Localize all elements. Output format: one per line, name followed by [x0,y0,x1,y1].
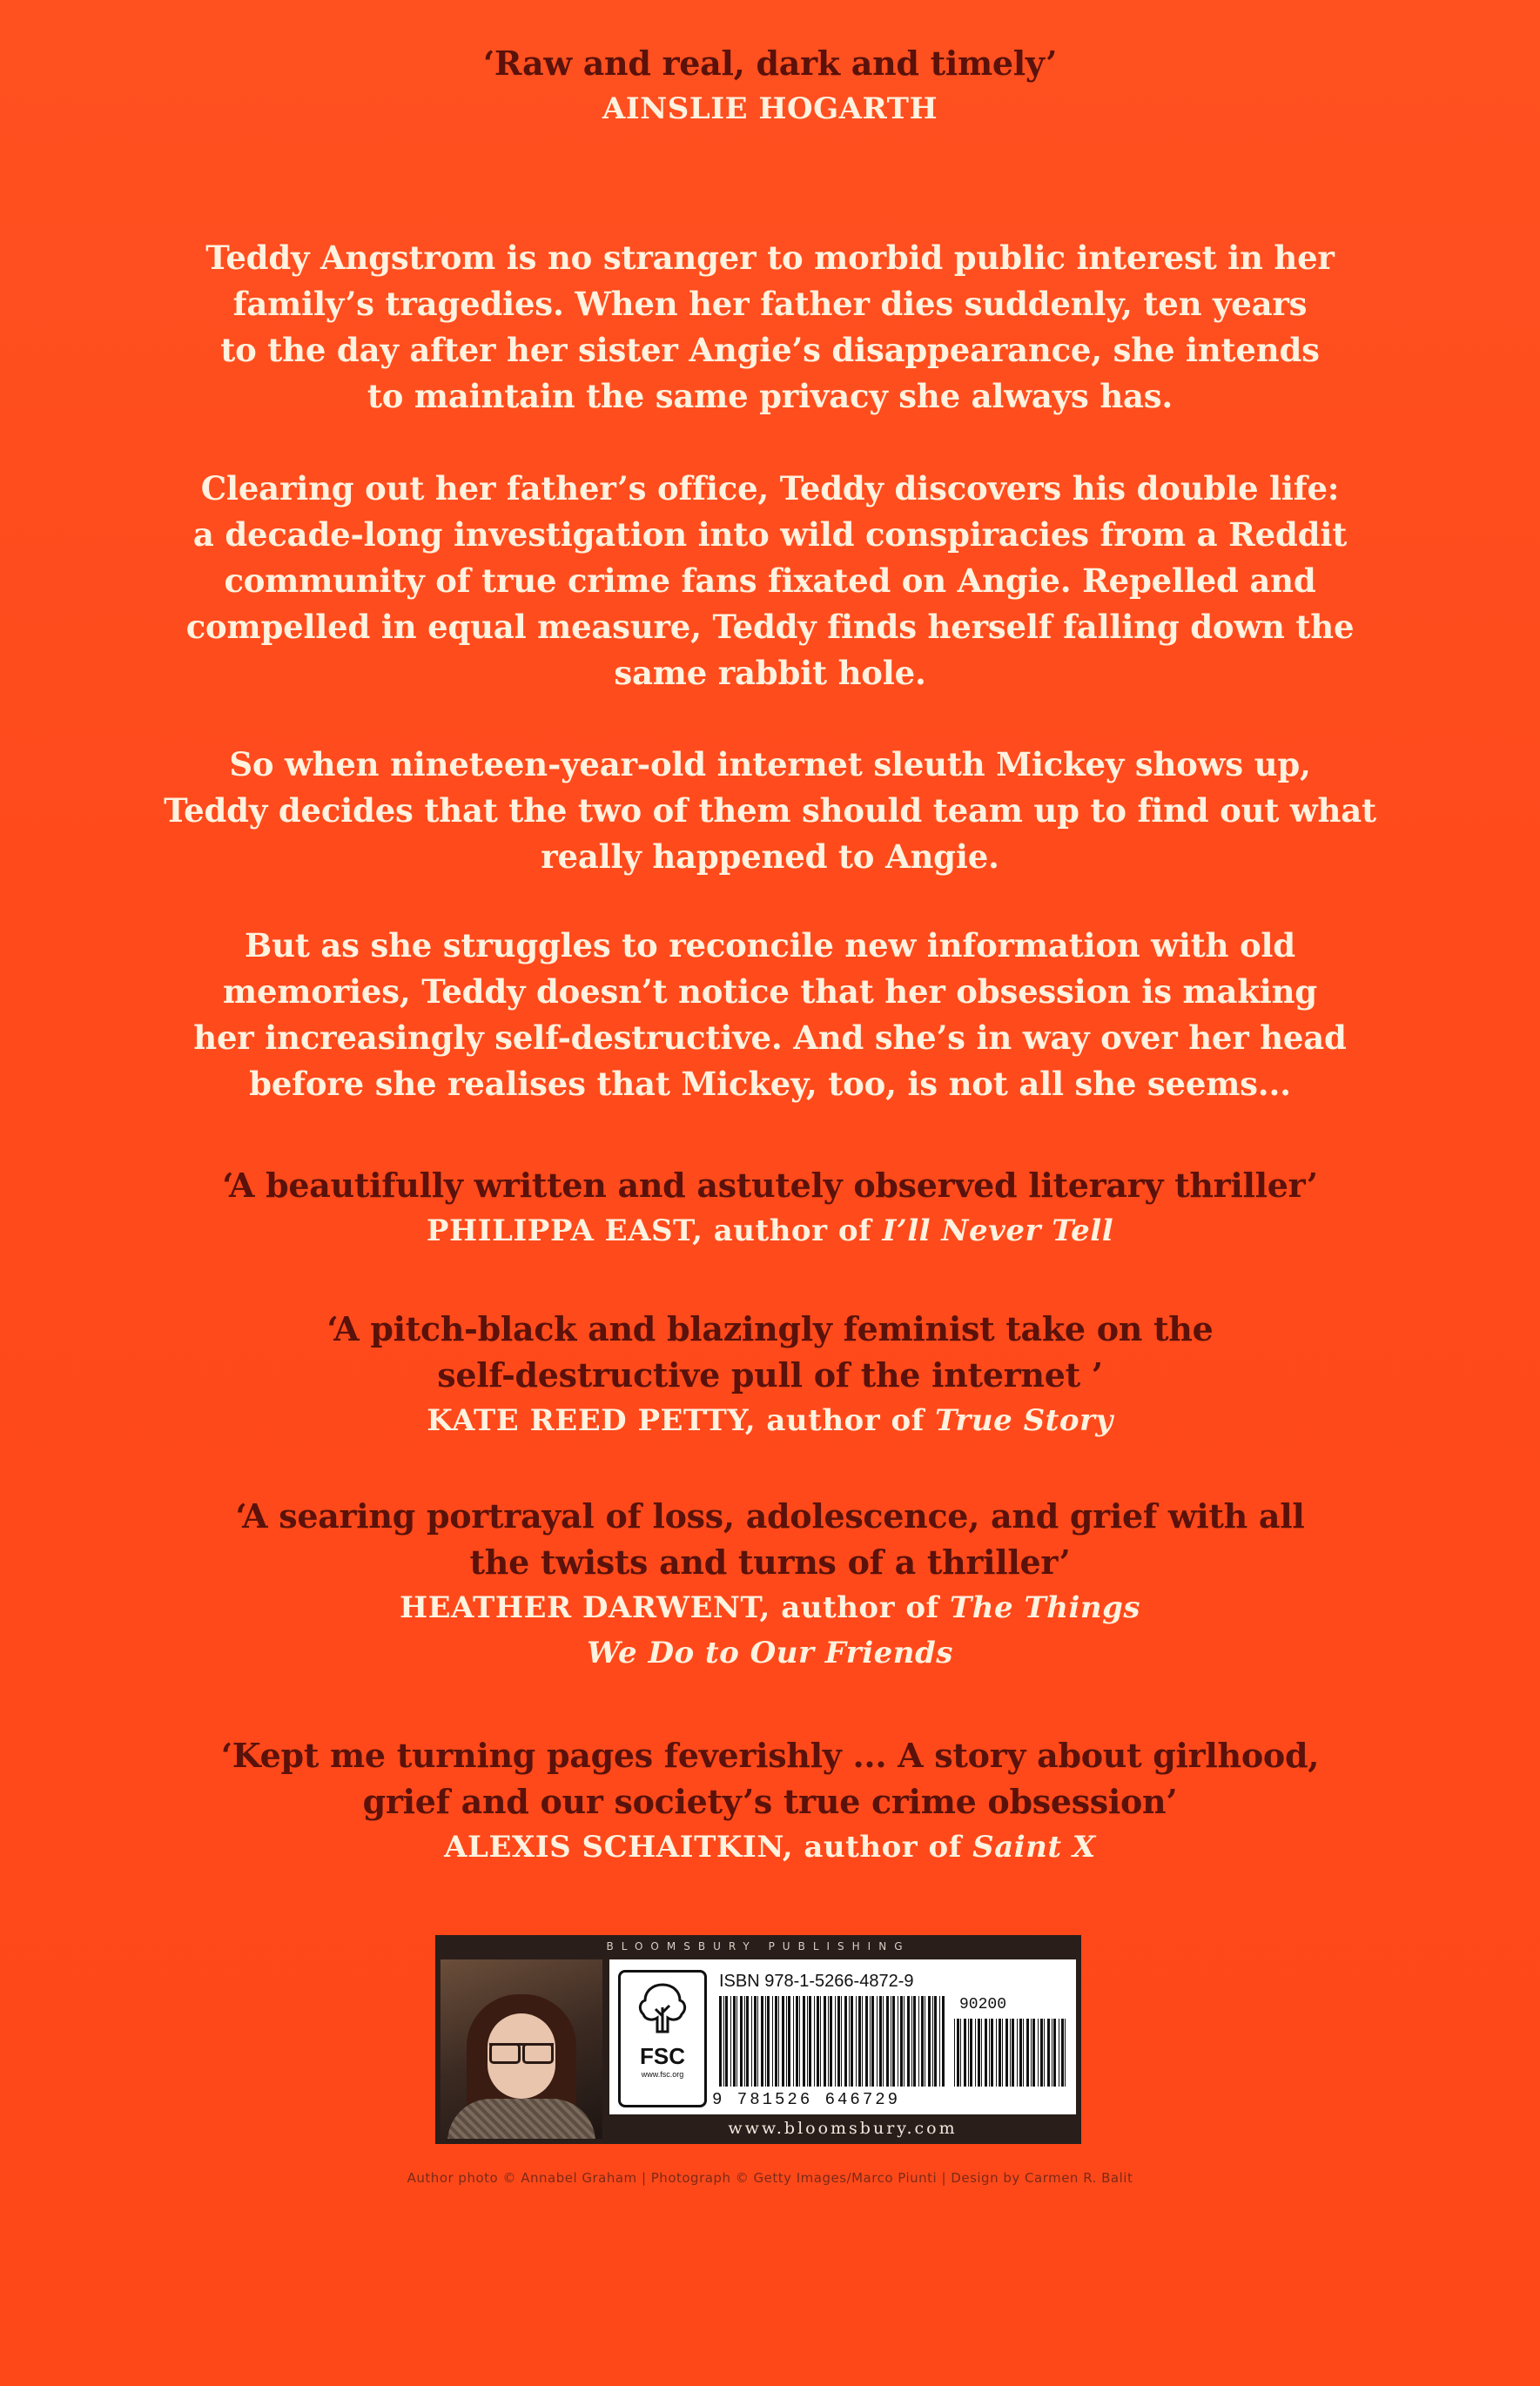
barcode-bar [814,1996,815,2087]
barcode-bar [981,2019,982,2087]
photo-jacket [447,2099,595,2139]
barcode-bar [921,1996,924,2087]
barcode-bar [841,1996,842,2087]
publisher-website[interactable]: www.bloomsbury.com [728,2119,958,2138]
quote-darwent [0,1493,1540,1676]
barcode-bar [1012,2019,1014,2087]
barcode-bar [928,1996,931,2087]
barcode-bar [719,1996,722,2087]
quote-hogarth [0,40,1540,131]
barcode-bar [796,1996,798,2087]
fsc-logo [618,1970,707,2107]
barcode-bar [1019,2019,1022,2087]
barcode-bar [991,2019,993,2087]
barcode-bar [746,1996,749,2087]
publisher-panel [435,1935,1081,2144]
barcode-bar [809,1996,811,2087]
barcode-bar [918,1996,919,2087]
barcode-bar [767,1996,770,2087]
barcode-bar [820,1996,821,2087]
price-code: 90200 [959,1996,1007,2013]
barcode-bar [942,1996,945,2087]
barcode-bar [775,1996,777,2087]
quote-petty [0,1306,1540,1443]
barcode-bar [1065,2019,1066,2087]
barcode-bar [736,1996,737,2087]
barcode-bar [1002,2019,1003,2087]
barcode-bar [1005,2019,1008,2087]
book-title: Saint X [972,1830,1096,1865]
barcode-bar [765,1996,766,2087]
barcode-bar [886,1996,889,2087]
quote-text: ‘A pitch-black and blazingly feminist take on the [326,1309,1214,1348]
barcode-bar [954,2019,955,2087]
barcode-bar [865,1996,868,2087]
barcode-bar [877,1996,878,2087]
barcode-bar [964,2019,966,2087]
quote-text: grief and our society’s true crime obsession’ [362,1782,1178,1821]
barcode-bar [1061,2019,1064,2087]
quote-text: ‘A beautifully written and astutely observed literary thriller’ [222,1166,1318,1205]
blurb-line: community of true crime fans fixated on Angie. Repelled and [224,561,1316,600]
book-title: True Story [935,1403,1113,1438]
barcode-bar [733,1996,736,2087]
quote-schaitkin [0,1732,1540,1870]
barcode-bar [856,1996,857,2087]
barcode-bar [782,1996,784,2087]
quote-author [0,1208,1540,1253]
barcode-bar [939,1996,940,2087]
fsc-url: www.fsc.org [641,2070,684,2079]
barcode-bar [740,1996,743,2087]
barcode-bar [761,1996,763,2087]
barcode-bar [1038,2019,1039,2087]
barcode-bar [862,1996,863,2087]
barcode-bar [996,2019,997,2087]
barcode-bar [851,1996,853,2087]
barcode-bar [786,1996,787,2087]
photo-glasses [489,2043,554,2063]
quote-text: ‘A searing portrayal of loss, adolescence, and grief with all [235,1496,1305,1536]
ean-number: 9 781526 646729 [712,2090,901,2109]
barcode-bar [837,1996,840,2087]
blurb-paragraph-2 [0,466,1540,696]
barcode-bar [807,1996,808,2087]
blurb-line: Teddy decides that the two of them should team up to find out what [164,791,1376,830]
blurb-paragraph-1 [0,235,1540,420]
barcode-bar [968,2019,969,2087]
barcode-bar [1026,2019,1029,2087]
barcode-bar [1053,2019,1056,2087]
barcode-bar [1017,2019,1018,2087]
barcode-bar [830,1996,832,2087]
blurb-line: Teddy Angstrom is no stranger to morbid public interest in her [205,239,1335,277]
barcode-bar [957,2019,959,2087]
barcode-bar [803,1996,805,2087]
cover-credits: Author photo © Annabel Graham | Photograph © Getty Images/Marco Piunti | Design by Carmen R. Balit [407,2170,1133,2186]
barcode-bar [913,1996,916,2087]
barcode-main [719,1996,945,2087]
blurb-line: to the day after her sister Angie’s disappearance, she intends [220,331,1320,369]
barcode-bar [978,2019,980,2087]
barcode-bar [911,1996,912,2087]
author-name: PHILIPPA EAST, author of [426,1213,883,1248]
blurb-line: really happened to Angie. [541,837,999,876]
author-name: ALEXIS SCHAITKIN, author of [444,1830,973,1865]
barcode-bar [960,2019,961,2087]
barcode-bar [730,1996,731,2087]
barcode-bar [849,1996,850,2087]
quote-east [0,1162,1540,1253]
blurb-line: family’s tragedies. When her father dies suddenly, ten years [232,285,1308,323]
barcode-bar [1040,2019,1043,2087]
barcode-bar [858,1996,861,2087]
barcode-bar [871,1996,874,2087]
barcode-bar [1010,2019,1011,2087]
barcode-area [609,1959,1076,2114]
book-title: I’ll Never Tell [882,1213,1114,1248]
blurb-line: same rabbit hole. [614,654,926,692]
blurb-line: her increasingly self-destructive. And she’s in way over her head [193,1018,1347,1057]
barcode-bar [793,1996,794,2087]
blurb-line: to maintain the same privacy she always has. [367,377,1173,415]
fsc-tree-icon [636,1981,689,2035]
barcode-bar [751,1996,752,2087]
book-title: The Things [949,1590,1141,1625]
barcode-bar [824,1996,826,2087]
quote-author [0,1825,1540,1870]
author-photo [440,1959,602,2139]
barcode-bar [723,1996,724,2087]
barcode-bar [883,1996,884,2087]
barcode-bar [985,2019,987,2087]
author-name: HEATHER DARWENT, author of [399,1590,950,1625]
quote-text: the twists and turns of a thriller’ [469,1542,1071,1582]
barcode-bar [788,1996,790,2087]
blurb-paragraph-4 [0,923,1540,1107]
blurb-line: So when nineteen-year-old internet sleuth Mickey shows up, [229,745,1311,783]
isbn-text: ISBN 978-1-5266-4872-9 [719,1972,914,1991]
author-name: KATE REED PETTY, author of [427,1403,936,1438]
fsc-label: FSC [640,2043,685,2069]
barcode-addon [954,2019,1067,2087]
barcode-bar [999,2019,1001,2087]
blurb-line: Clearing out her father’s office, Teddy discovers his double life: [200,469,1340,507]
blurb-line: But as she struggles to reconcile new information with old [245,926,1295,964]
book-title-cont: We Do to Our Friends [587,1636,953,1670]
barcode-bar [879,1996,882,2087]
barcode-bar [817,1996,819,2087]
barcode-bar [932,1996,933,2087]
barcode-bar [828,1996,829,2087]
barcode-bar [744,1996,745,2087]
quote-text: ‘Kept me turning pages feverishly ... A story about girlhood, [220,1736,1320,1775]
barcode-bar [1023,2019,1024,2087]
barcode-bar [975,2019,976,2087]
quote-author-cont [0,1630,1540,1676]
barcode-bar [934,1996,937,2087]
quote-text: ‘Raw and real, dark and timely’ [482,44,1058,83]
quote-text: self-destructive pull of the internet ’ [437,1355,1103,1395]
quote-author [0,1585,1540,1630]
barcode-bar [778,1996,779,2087]
blurb-line: compelled in equal measure, Teddy finds herself falling down the [185,608,1355,646]
quote-author [0,1398,1540,1443]
barcode-bar [900,1996,903,2087]
barcode-bar [970,2019,972,2087]
barcode-bar [1032,2019,1035,2087]
blurb-line: before she realises that Mickey, too, is not all she seems... [249,1065,1291,1103]
barcode-bar [799,1996,800,2087]
barcode-bar [870,1996,871,2087]
barcode-bar [772,1996,773,2087]
barcode-bar [1031,2019,1032,2087]
barcode-bar [989,2019,990,2087]
barcode-bar [1044,2019,1045,2087]
quote-author: AINSLIE HOGARTH [602,91,938,126]
barcode-bar [907,1996,910,2087]
blurb-line: a decade-long investigation into wild conspiracies from a Reddit [192,515,1348,554]
blurb-paragraph-3 [0,742,1540,880]
barcode-bar [757,1996,758,2087]
barcode-bar [892,1996,895,2087]
barcode-bar [754,1996,757,2087]
barcode-bar [835,1996,836,2087]
barcode-bar [844,1996,847,2087]
barcode-bar [1047,2019,1050,2087]
blurb-line: memories, Teddy doesn’t notice that her obsession is making [223,972,1317,1011]
publisher-name: BLOOMSBURY PUBLISHING [606,1940,911,1952]
barcode-bar [725,1996,728,2087]
